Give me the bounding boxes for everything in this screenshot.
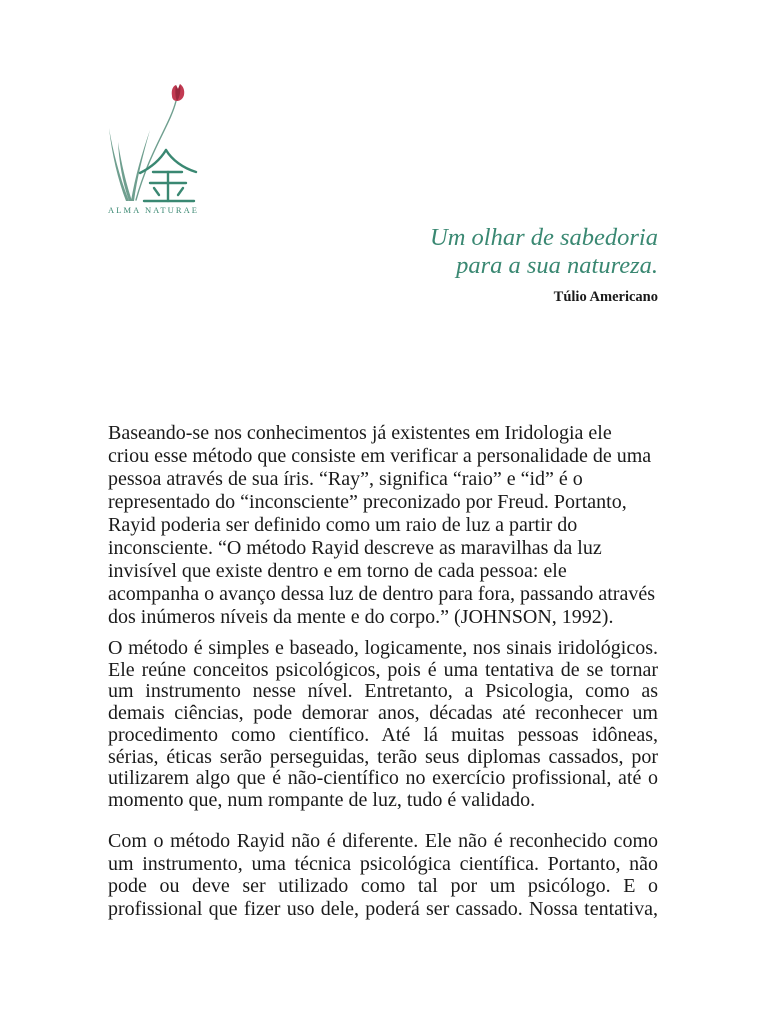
paragraph-line: um instrumento nesse nível. Entretanto, a Psicologia, como as [108, 680, 658, 703]
paragraph-line: um instrumento, uma técnica psicológica científica. Portanto, não [108, 852, 658, 875]
paragraph-line: inconsciente. “O método Rayid descreve as maravilhas da luz [108, 537, 602, 559]
paragraph-line: dos inúmeros níveis da mente e do corpo.” (JOHNSON, 1992). [108, 606, 614, 628]
paragraph-line: criou esse método que consiste em verificar a personalidade de uma [108, 445, 652, 467]
title-line-1: Um olhar de sabedoria [430, 224, 658, 251]
paragraph-line: procedimento como científico. Até lá muitas pessoas idôneas, [108, 723, 658, 746]
logo-tulip-flower-icon [172, 84, 185, 101]
paragraph-line: Rayid poderia ser definido como um raio de luz a partir do [108, 514, 578, 536]
logo-flower-stem [136, 101, 176, 200]
paragraph-line: sérias, éticas serão perseguidas, terão seus diplomas cassados, por [108, 745, 658, 768]
paragraph-2 [108, 638, 658, 812]
alma-naturae-logo [100, 80, 210, 220]
logo-leaf-right [131, 130, 150, 201]
paragraph-line: Ele reúne conceitos psicológicos, pois é uma tentativa de se tornar [108, 658, 658, 681]
logo-brand-name: ALMA NATURAE [108, 205, 197, 215]
paragraph-1 [108, 422, 658, 629]
paragraph-line: pessoa através de sua íris. “Ray”, significa “raio” e “id” é o [108, 468, 583, 490]
paragraph-3 [108, 830, 658, 921]
paragraph-line: Com o método Rayid não é diferente. Ele não é reconhecido como [108, 830, 658, 852]
paragraph-line: profissional que fizer uso dele, poderá ser cassado. Nossa tentativa, [108, 898, 658, 921]
paragraph-line: pode ou deve ser utilizado como tal por um psicólogo. E o [108, 875, 658, 898]
paragraph-line: momento que, num rompante de luz, tudo é validado. [108, 788, 536, 811]
page-title [430, 224, 658, 280]
paragraph-line: demais ciências, pode demorar anos, décadas até reconhecer um [108, 702, 658, 725]
paragraph-line: invisível que existe dentro e em torno de cada pessoa: ele [108, 560, 567, 582]
paragraph-line: Baseando-se nos conhecimentos já existentes em Iridologia ele [108, 422, 612, 444]
paragraph-line: utilizarem algo que é não-científico no exercício profissional, até o [108, 767, 658, 790]
author-name: Túlio Americano [553, 289, 658, 305]
paragraph-line: representado do “inconsciente” preconizado por Freud. Portanto, [108, 491, 627, 513]
logo-glyph [140, 150, 196, 201]
paragraph-line: O método é simples e baseado, logicamente, nos sinais iridológicos. [108, 637, 658, 659]
paragraph-line: acompanha o avanço dessa luz de dentro para fora, passando através [108, 583, 655, 605]
title-line-2: para a sua natureza. [456, 252, 658, 279]
